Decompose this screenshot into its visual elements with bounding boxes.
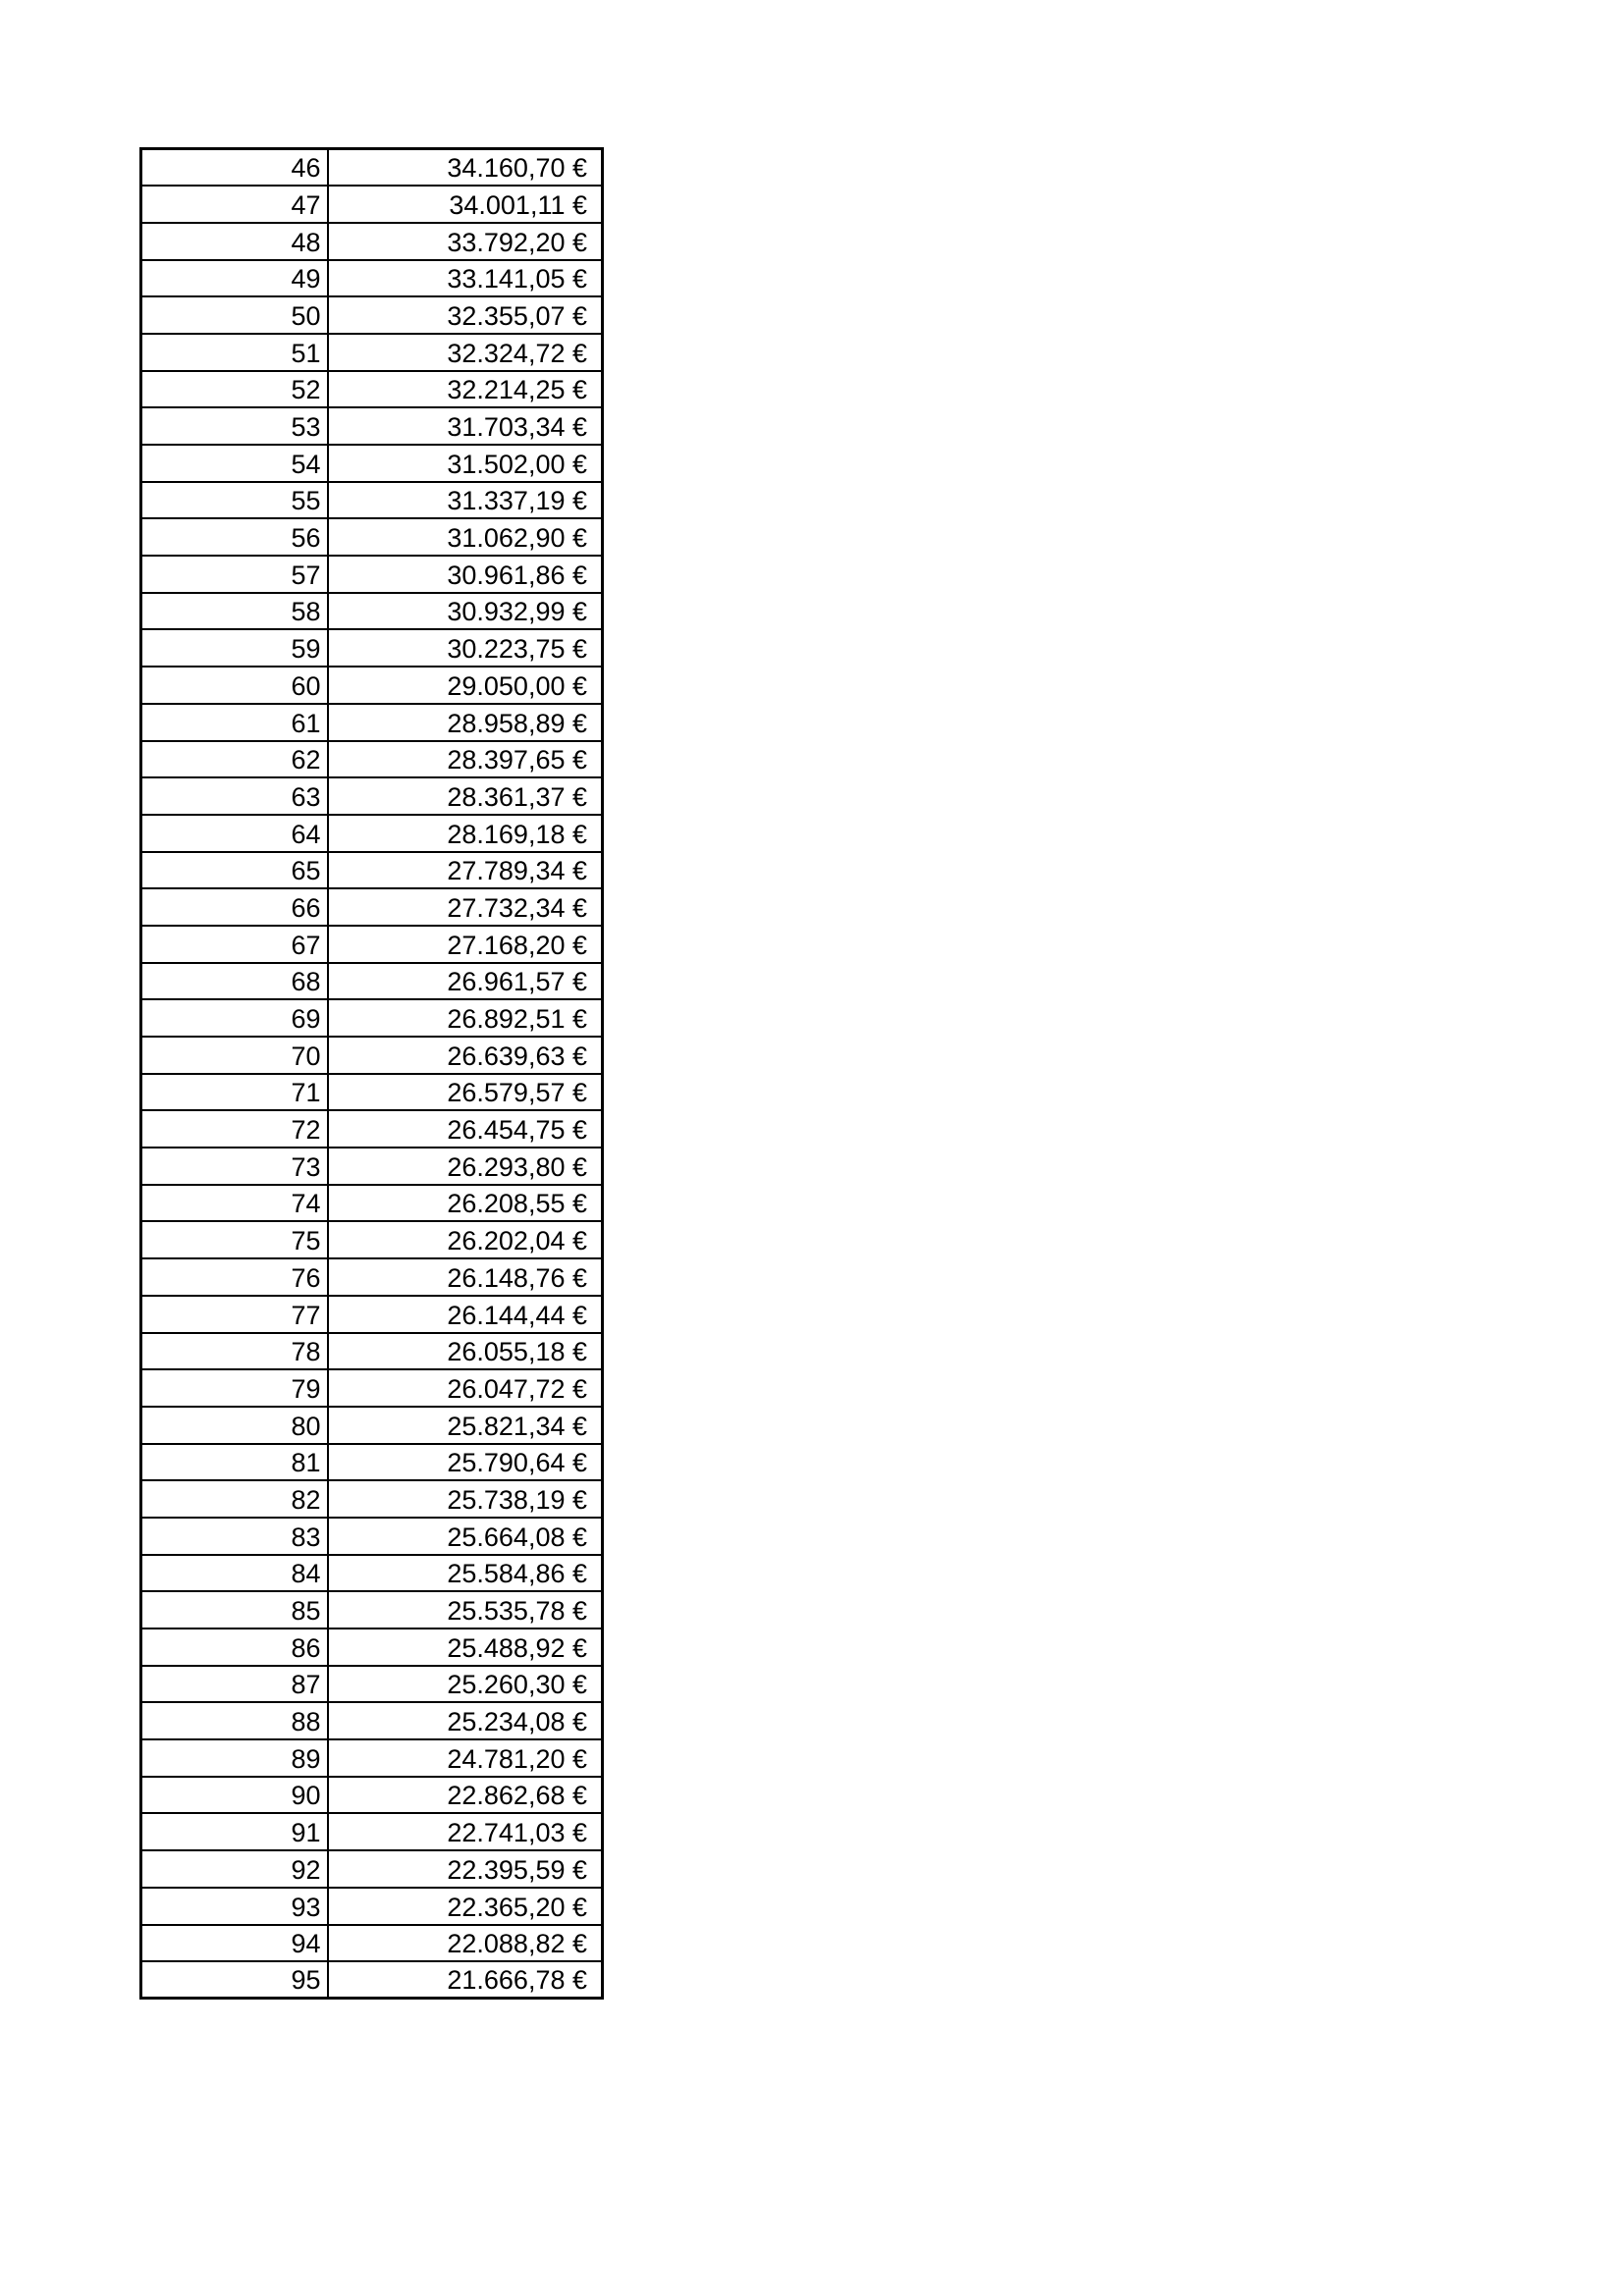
- amount-cell: 28.397,65 €: [328, 741, 603, 778]
- amount-cell: 32.355,07 €: [328, 296, 603, 334]
- table-row: [141, 296, 603, 334]
- amount-cell: 26.055,18 €: [328, 1333, 603, 1370]
- amount-cell: 26.202,04 €: [328, 1221, 603, 1258]
- amount-cell: 22.365,20 €: [328, 1888, 603, 1925]
- rank-cell: 48: [141, 223, 328, 260]
- amount-cell: 26.892,51 €: [328, 999, 603, 1037]
- table-row: [141, 1961, 603, 1999]
- rank-cell: 53: [141, 407, 328, 445]
- table-row: [141, 1480, 603, 1518]
- table-row: [141, 1629, 603, 1666]
- table-row: [141, 777, 603, 815]
- amount-cell: 25.790,64 €: [328, 1444, 603, 1481]
- table-row: [141, 1444, 603, 1481]
- rank-cell: 71: [141, 1074, 328, 1111]
- amount-cell: 31.337,19 €: [328, 482, 603, 519]
- amount-cell: 26.208,55 €: [328, 1185, 603, 1222]
- rank-cell: 69: [141, 999, 328, 1037]
- table-row: [141, 852, 603, 889]
- table-row: [141, 1555, 603, 1592]
- table-row: [141, 1110, 603, 1148]
- amount-cell: 28.361,37 €: [328, 777, 603, 815]
- amount-cell: 21.666,78 €: [328, 1961, 603, 1999]
- rank-cell: 59: [141, 629, 328, 667]
- table-row: [141, 667, 603, 704]
- table-row: [141, 371, 603, 408]
- rank-cell: 54: [141, 445, 328, 482]
- amount-cell: 27.732,34 €: [328, 888, 603, 926]
- rank-cell: 66: [141, 888, 328, 926]
- table-row: [141, 556, 603, 593]
- rank-cell: 47: [141, 186, 328, 223]
- rank-cell: 85: [141, 1591, 328, 1629]
- rank-cell: 70: [141, 1037, 328, 1074]
- rank-cell: 74: [141, 1185, 328, 1222]
- rank-cell: 92: [141, 1850, 328, 1888]
- amount-cell: 30.961,86 €: [328, 556, 603, 593]
- rank-cell: 65: [141, 852, 328, 889]
- amount-cell: 26.639,63 €: [328, 1037, 603, 1074]
- table-row: [141, 1258, 603, 1296]
- amount-cell: 25.535,78 €: [328, 1591, 603, 1629]
- table-row: [141, 1702, 603, 1739]
- table-row: [141, 223, 603, 260]
- table-row: [141, 1666, 603, 1703]
- rank-cell: 57: [141, 556, 328, 593]
- table-row: [141, 1221, 603, 1258]
- amount-cell: 22.395,59 €: [328, 1850, 603, 1888]
- amount-cell: 26.148,76 €: [328, 1258, 603, 1296]
- table-row: [141, 815, 603, 852]
- rank-cell: 52: [141, 371, 328, 408]
- amount-cell: 25.584,86 €: [328, 1555, 603, 1592]
- table-row: [141, 1037, 603, 1074]
- rank-cell: 79: [141, 1369, 328, 1407]
- amount-cell: 25.821,34 €: [328, 1407, 603, 1444]
- amount-cell: 29.050,00 €: [328, 667, 603, 704]
- rank-cell: 78: [141, 1333, 328, 1370]
- rank-cell: 63: [141, 777, 328, 815]
- amount-cell: 34.001,11 €: [328, 186, 603, 223]
- amount-cell: 24.781,20 €: [328, 1739, 603, 1777]
- rank-cell: 86: [141, 1629, 328, 1666]
- rank-cell: 81: [141, 1444, 328, 1481]
- table-row: [141, 1813, 603, 1850]
- rank-cell: 72: [141, 1110, 328, 1148]
- rank-cell: 83: [141, 1518, 328, 1555]
- amount-cell: 32.214,25 €: [328, 371, 603, 408]
- table-row: [141, 926, 603, 963]
- table-row: [141, 149, 603, 187]
- table-row: [141, 1518, 603, 1555]
- rank-cell: 80: [141, 1407, 328, 1444]
- table-row: [141, 445, 603, 482]
- table-row: [141, 704, 603, 741]
- rank-cell: 82: [141, 1480, 328, 1518]
- table-row: [141, 1739, 603, 1777]
- amount-cell: 26.144,44 €: [328, 1296, 603, 1333]
- table-row: [141, 593, 603, 630]
- rank-cell: 51: [141, 334, 328, 371]
- rank-cell: 93: [141, 1888, 328, 1925]
- table-row: [141, 1296, 603, 1333]
- amount-cell: 31.703,34 €: [328, 407, 603, 445]
- table-row: [141, 1074, 603, 1111]
- table-row: [141, 260, 603, 297]
- amount-cell: 31.062,90 €: [328, 518, 603, 556]
- amount-cell: 26.961,57 €: [328, 963, 603, 1000]
- rank-cell: 55: [141, 482, 328, 519]
- amount-cell: 33.141,05 €: [328, 260, 603, 297]
- rank-cell: 56: [141, 518, 328, 556]
- rank-cell: 64: [141, 815, 328, 852]
- table-body: [141, 149, 603, 1999]
- rank-cell: 49: [141, 260, 328, 297]
- table-row: [141, 1333, 603, 1370]
- amount-cell: 25.738,19 €: [328, 1480, 603, 1518]
- rank-cell: 94: [141, 1925, 328, 1962]
- rank-cell: 46: [141, 149, 328, 187]
- rank-cell: 62: [141, 741, 328, 778]
- rank-cell: 58: [141, 593, 328, 630]
- table-row: [141, 1925, 603, 1962]
- table-row: [141, 1888, 603, 1925]
- rank-cell: 84: [141, 1555, 328, 1592]
- amount-cell: 27.168,20 €: [328, 926, 603, 963]
- amount-cell: 28.169,18 €: [328, 815, 603, 852]
- amount-cell: 26.454,75 €: [328, 1110, 603, 1148]
- amount-cell: 25.234,08 €: [328, 1702, 603, 1739]
- table-row: [141, 741, 603, 778]
- amount-cell: 25.664,08 €: [328, 1518, 603, 1555]
- amount-cell: 31.502,00 €: [328, 445, 603, 482]
- table-row: [141, 1148, 603, 1185]
- rank-cell: 95: [141, 1961, 328, 1999]
- rank-cell: 75: [141, 1221, 328, 1258]
- table-row: [141, 963, 603, 1000]
- table-row: [141, 629, 603, 667]
- amount-cell: 25.488,92 €: [328, 1629, 603, 1666]
- amount-cell: 22.088,82 €: [328, 1925, 603, 1962]
- table-row: [141, 1185, 603, 1222]
- amount-cell: 32.324,72 €: [328, 334, 603, 371]
- rank-cell: 60: [141, 667, 328, 704]
- amounts-table: [139, 147, 604, 2000]
- rank-cell: 88: [141, 1702, 328, 1739]
- amount-cell: 30.932,99 €: [328, 593, 603, 630]
- amount-cell: 25.260,30 €: [328, 1666, 603, 1703]
- table-row: [141, 1407, 603, 1444]
- rank-cell: 77: [141, 1296, 328, 1333]
- table-row: [141, 482, 603, 519]
- amount-cell: 22.741,03 €: [328, 1813, 603, 1850]
- table-row: [141, 1369, 603, 1407]
- table-row: [141, 1591, 603, 1629]
- rank-cell: 87: [141, 1666, 328, 1703]
- table-row: [141, 334, 603, 371]
- rank-cell: 50: [141, 296, 328, 334]
- rank-cell: 67: [141, 926, 328, 963]
- table-row: [141, 407, 603, 445]
- amount-cell: 26.047,72 €: [328, 1369, 603, 1407]
- amount-cell: 34.160,70 €: [328, 149, 603, 187]
- rank-cell: 61: [141, 704, 328, 741]
- table-row: [141, 999, 603, 1037]
- amount-cell: 33.792,20 €: [328, 223, 603, 260]
- amount-cell: 26.293,80 €: [328, 1148, 603, 1185]
- rank-cell: 68: [141, 963, 328, 1000]
- amount-cell: 30.223,75 €: [328, 629, 603, 667]
- table-row: [141, 518, 603, 556]
- table-row: [141, 1850, 603, 1888]
- rank-cell: 91: [141, 1813, 328, 1850]
- rank-cell: 90: [141, 1777, 328, 1814]
- table-row: [141, 1777, 603, 1814]
- table-row: [141, 186, 603, 223]
- amount-cell: 22.862,68 €: [328, 1777, 603, 1814]
- amount-cell: 27.789,34 €: [328, 852, 603, 889]
- rank-cell: 73: [141, 1148, 328, 1185]
- amount-cell: 26.579,57 €: [328, 1074, 603, 1111]
- rank-cell: 76: [141, 1258, 328, 1296]
- rank-cell: 89: [141, 1739, 328, 1777]
- table-row: [141, 888, 603, 926]
- amount-cell: 28.958,89 €: [328, 704, 603, 741]
